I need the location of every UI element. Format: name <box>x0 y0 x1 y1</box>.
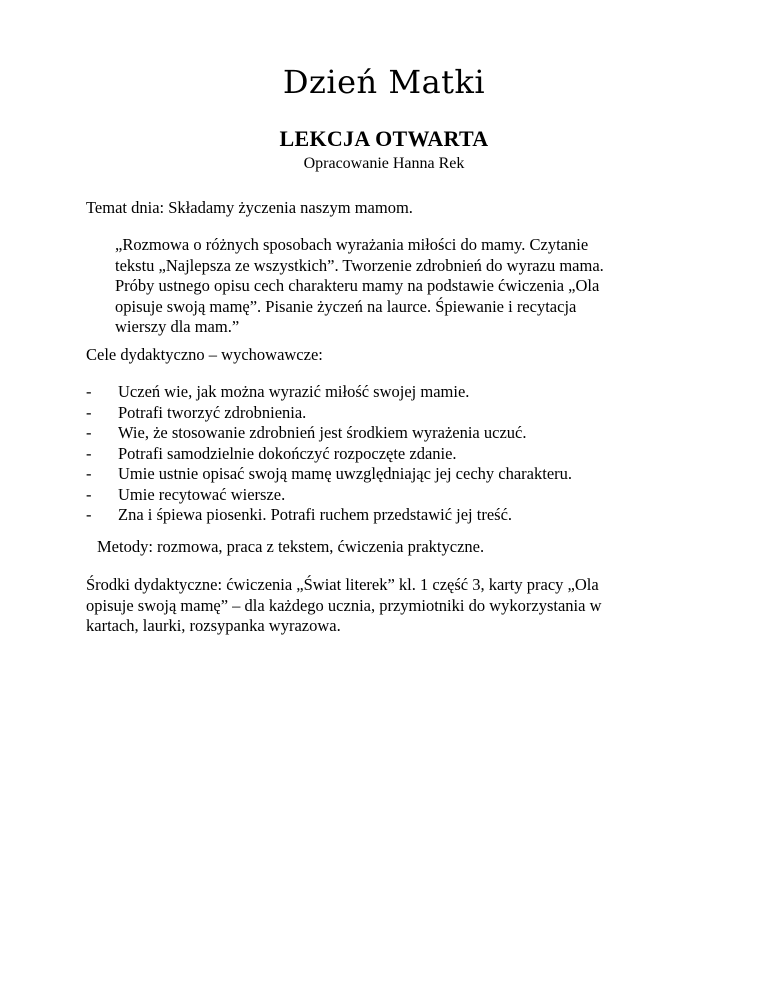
goal-text: Zna i śpiewa piosenki. Potrafi ruchem przedstawić jej treść. <box>118 505 513 524</box>
goals-heading: Cele dydaktyczno – wychowawcze: <box>86 345 323 364</box>
teaching-resources <box>86 575 666 637</box>
description-line: wierszy dla mam.” <box>115 317 240 336</box>
goal-item <box>86 444 572 465</box>
methods-line: Metody: rozmowa, praca z tekstem, ćwiczenia praktyczne. <box>97 537 485 556</box>
author-line: Opracowanie Hanna Rek <box>303 155 465 172</box>
lesson-description <box>115 235 675 338</box>
goal-item <box>86 403 572 424</box>
resources-line: opisuje swoją mamę” – dla każdego ucznia, przymiotniki do wykorzystania w <box>86 595 602 615</box>
goal-text: Umie ustnie opisać swoją mamę uwzględniając jej cechy charakteru. <box>118 464 573 483</box>
goal-text: Umie recytować wiersze. <box>118 484 286 504</box>
goal-item <box>86 505 572 526</box>
goal-item <box>86 464 572 485</box>
goal-text: Wie, że stosowanie zdrobnień jest środkiem wyrażenia uczuć. <box>118 423 527 442</box>
list-bullet: - <box>86 423 92 442</box>
goal-text: Uczeń wie, jak można wyrazić miłość swojej mamie. <box>118 382 470 401</box>
goal-text: Potrafi tworzyć zdrobnienia. <box>118 402 307 422</box>
list-bullet: - <box>86 443 92 463</box>
goal-item <box>86 382 572 403</box>
list-bullet: - <box>86 505 92 524</box>
page-subtitle: LEKCJA OTWARTA <box>279 126 489 151</box>
description-line: tekstu „Najlepsza ze wszystkich”. Tworzenie zdrobnień do wyrazu mama. <box>115 255 604 275</box>
page-title: Dzień Matki <box>282 63 486 101</box>
goals-list <box>86 382 572 526</box>
list-bullet: - <box>86 382 92 401</box>
goal-item <box>86 485 572 506</box>
resources-line: kartach, laurki, rozsypanka wyrazowa. <box>86 616 341 635</box>
goal-text: Potrafi samodzielnie dokończyć rozpoczęte zdanie. <box>118 443 457 463</box>
list-bullet: - <box>86 484 92 504</box>
description-line: „Rozmowa o różnych sposobach wyrażania miłości do mamy. Czytanie <box>115 235 589 254</box>
goal-item <box>86 423 572 444</box>
description-line: Próby ustnego opisu cech charakteru mamy na podstawie ćwiczenia „Ola <box>115 276 600 295</box>
lesson-topic: Temat dnia: Składamy życzenia naszym mamom. <box>86 198 413 217</box>
description-line: opisuje swoją mamę”. Pisanie życzeń na laurce. Śpiewanie i recytacja <box>115 296 577 316</box>
list-bullet: - <box>86 464 92 483</box>
resources-line: Środki dydaktyczne: ćwiczenia „Świat literek” kl. 1 część 3, karty pracy „Ola <box>86 575 599 594</box>
list-bullet: - <box>86 402 92 422</box>
